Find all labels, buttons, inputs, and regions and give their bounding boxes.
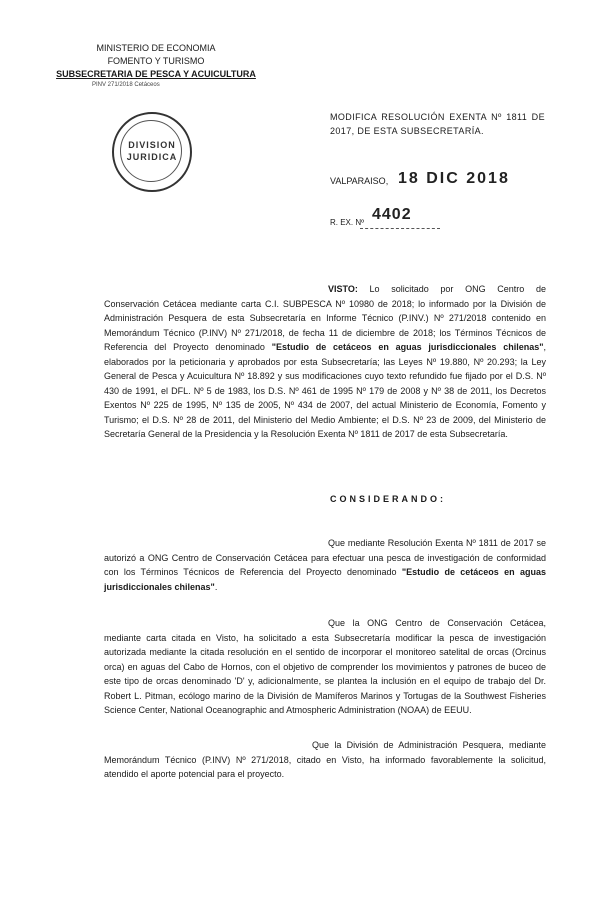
considerando-1-project-title: "Estudio de cetáceos en aguas jurisdiccionales chilenas" (104, 567, 546, 592)
subsecretaria-name: SUBSECRETARIA DE PESCA Y ACUICULTURA (56, 69, 256, 79)
considerando-paragraph-3 (104, 738, 546, 782)
exento-line (360, 228, 440, 229)
considerando-heading: CONSIDERANDO: (330, 494, 447, 504)
considerando-paragraph-1 (104, 536, 546, 594)
considerando-paragraph-2 (104, 616, 546, 718)
date-stamp: 18 DIC 2018 (398, 170, 510, 187)
visto-label: VISTO: (328, 284, 358, 294)
visto-text-a: Lo solicitado por ONG Centro de Conservación Cetácea mediante carta C.I. SUBPESCA Nº 10980 de 2018; lo informado por la División de Administración Pesquera de esta Subsecretaría en Informe Técnico (P.INV.) Nº 271/2018 contenido en Memorándum Técnico (P.INV) Nº 271/2018, de fecha 11 de diciembre de 2018; los Términos Técnicos de Referencia del Proyecto denominado (104, 284, 546, 352)
visto-project-title: "Estudio de cetáceos en aguas jurisdiccionales chilenas" (271, 342, 544, 352)
letterhead (56, 42, 256, 90)
ministry-name: MINISTERIO DE ECONOMIA (96, 43, 216, 53)
visto-text-b: , elaborados por la peticionaria y aprobados por esta Subsecretaría; las Leyes Nº 19.880, Nº 20.293; la Ley General de Pesca y Acuicultura Nº 18.892 y sus modificaciones cuyo texto refundido fue fijado por el D.S. Nº 430 de 1991, el DFL. Nº 5 de 1983, los D.S. Nº 461 de 1995 Nº 179 de 2008 y Nº 38 de 2011, los Decretos Exentos Nº 225 de 1995, Nº 135 de 2005, Nº 434 de 2007, del actual Ministerio de Economía, Fomento y Turismo; el D.S. Nº 28 de 2011, del Ministerio del Medio Ambiente; el D.S. Nº 23 de 2009, del Ministerio de Secretaría General de la Presidencia y la Resolución Exenta Nº 1811 de 2017 de esta Subsecretaría. (104, 342, 547, 439)
visto-paragraph (104, 282, 546, 442)
reference-code: PINV 271/2018 Cetáceos (92, 82, 160, 88)
considerando-3-text: Que la División de Administración Pesquera, mediante Memorándum Técnico (P.INV) Nº 271/2018, citado en Visto, ha informado favorablemente la solicitud, atendido el aporte potencial para el proyecto. (104, 740, 546, 779)
division-juridica-stamp (112, 112, 192, 192)
stamp-line-1: DIVISION (128, 140, 176, 150)
stamp-line-2: JURIDICA (126, 152, 178, 162)
considerando-1-text-b: . (214, 581, 218, 592)
ministry-name-2: FOMENTO Y TURISMO (107, 56, 205, 66)
document-subject: MODIFICA RESOLUCIÓN EXENTA Nº 1811 DE 2017, DE ESTA SUBSECRETARÍA. (330, 112, 545, 136)
stamp-inner-ring (120, 120, 182, 182)
considerando-1-text-a: Que mediante Resolución Exenta Nº 1811 de 2017 se autorizó a ONG Centro de Conservación Cetácea para efectuar una pesca de investigación de conformidad con los Términos Técnicos de Referencia del Proyecto denominado (104, 538, 546, 577)
considerando-2-text: Que la ONG Centro de Conservación Cetácea, mediante carta citada en Visto, ha solicitado a esta Subsecretaría modificar la pesca de investigación autorizada mediante la citada resolución en el sentido de incorporar el monitoreo satelital de orcas (Orcinus orca) en aguas del Cabo de Hornos, con el objetivo de comprender los movimientos y patrones de buceo de este tipo de orcas denominado 'D' y, adicionalmente, se plantea la inclusión en el equipo de trabajo del Dr. Robert L. Pitman, ecólogo marino de la División de Mamíferos Marinos y Tortugas de la Southwest Fisheries Science Center, National Oceanographic and Atmospheric Administration (NOAA) de EEUU. (104, 618, 546, 715)
exento-number: 4402 (372, 206, 412, 223)
exento-label: R. EX. Nº (330, 218, 365, 227)
place-label: VALPARAISO, (330, 176, 389, 186)
